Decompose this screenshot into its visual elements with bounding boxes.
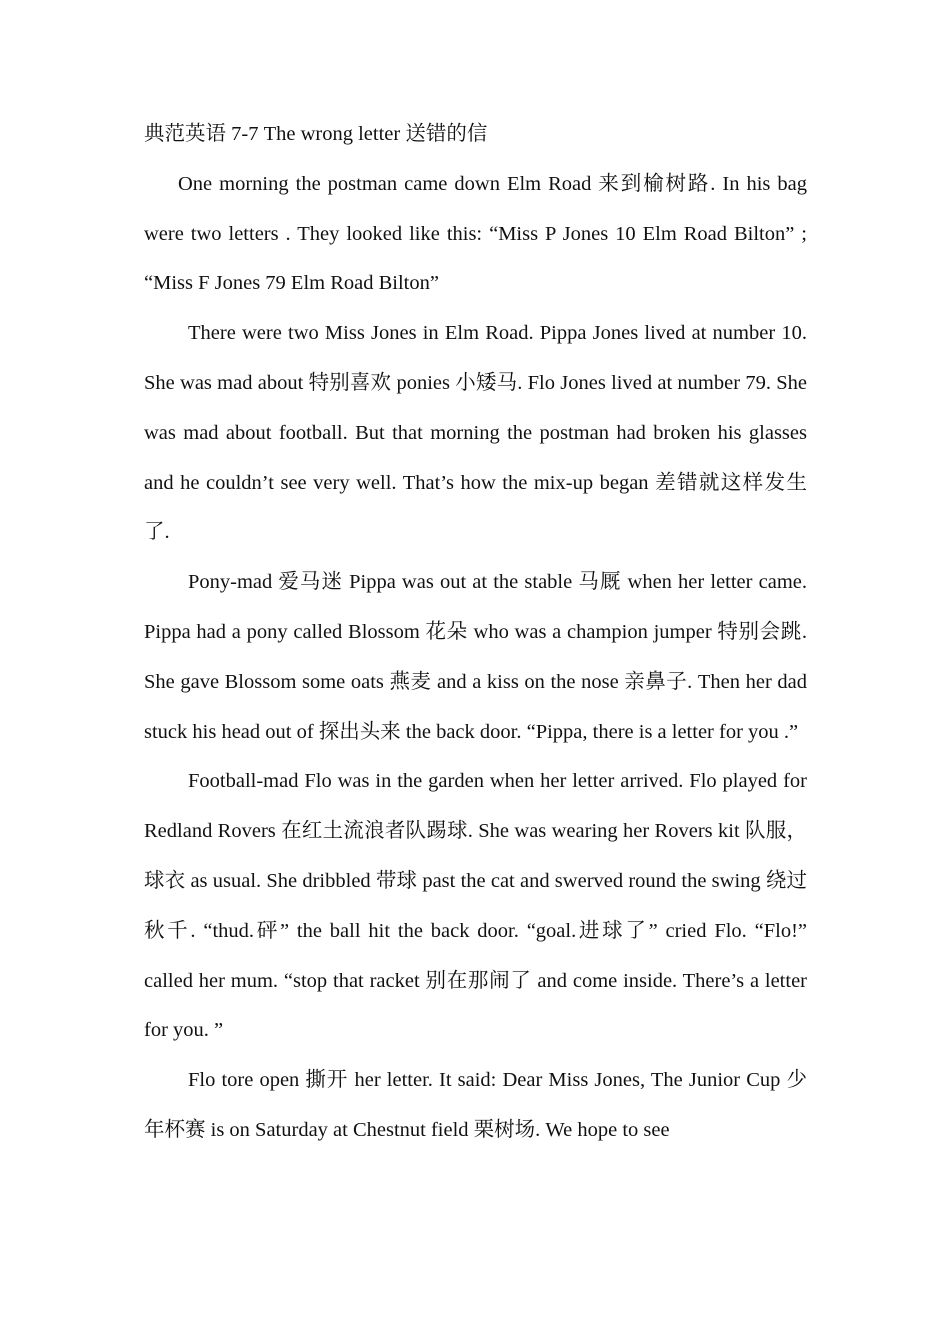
document-body <box>144 110 807 1156</box>
paragraph-4: Football-mad Flo was in the garden when her letter arrived. Flo played for Redland Rovers 在红土流浪者队踢球. She was wearing her Rovers kit 队服，球衣 as usual. She dribbled 带球 past the cat and swerved round the swing 绕过秋千. “thud.砰” the ball hit the back door. “goal.进球了” cried Flo. “Flo!” called her mum. “stop that racket 别在那闹了 and come inside. There’s a letter for you. ” <box>144 770 807 1042</box>
document-title: 典范英语 7-7 The wrong letter 送错的信 <box>144 123 488 145</box>
paragraph-3: Pony-mad 爱马迷 Pippa was out at the stable 马厩 when her letter came. Pippa had a pony called Blossom 花朵 who was a champion jumper 特别会跳. She gave Blossom some oats 燕麦 and a kiss on the nose 亲鼻子. Then her dad stuck his head out of 探出头来 the back door. “Pippa, there is a letter for you .” <box>144 571 807 743</box>
paragraph-5: Flo tore open 撕开 her letter. It said: Dear Miss Jones, The Junior Cup 少年杯赛 is on Saturday at Chestnut field 栗树场. We hope to see <box>144 1069 807 1141</box>
paragraph-1: One morning the postman came down Elm Road 来到榆树路. In his bag were two letters . They looked like this: “Miss P Jones 10 Elm Road Bilton” ; “Miss F Jones 79 Elm Road Bilton” <box>144 172 807 295</box>
paragraph-2: There were two Miss Jones in Elm Road. Pippa Jones lived at number 10. She was mad about 特别喜欢 ponies 小矮马. Flo Jones lived at number 79. She was mad about football. But that morning the postman had broken his glasses and he couldn’t see very well. That’s how the mix-up began 差错就这样发生了. <box>144 322 807 544</box>
